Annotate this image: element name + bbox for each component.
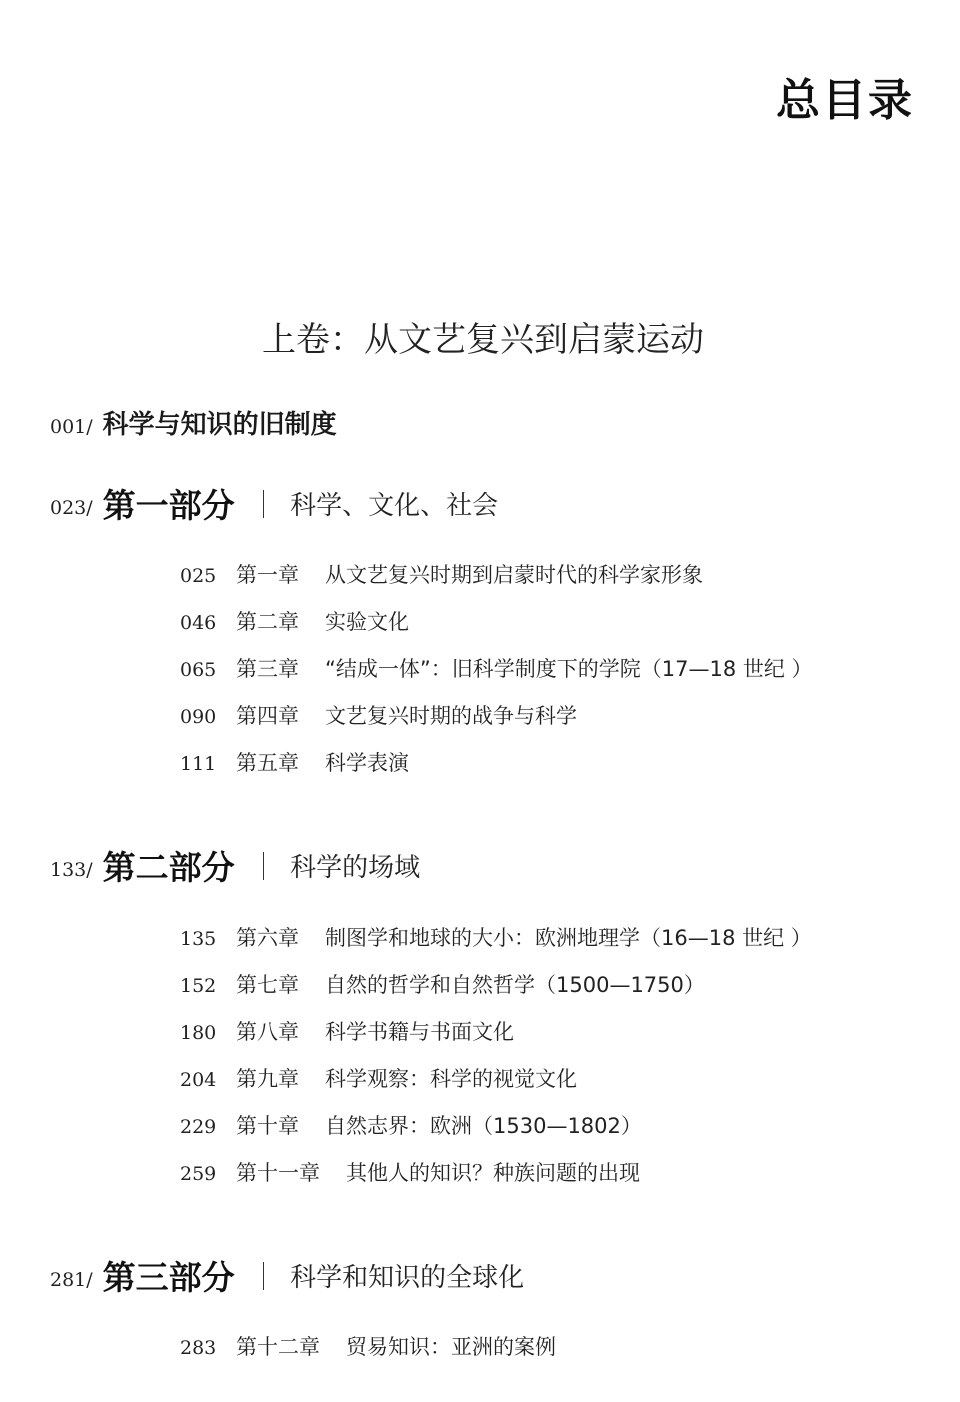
chapter-number: 第一章 [236,563,299,587]
chapter-number: 第三章 [236,657,299,681]
chapter-page-number: 135 [180,928,217,950]
chapter-entry[interactable] [180,606,813,653]
chapter-list-part-3 [180,1331,556,1378]
chapter-number: 第四章 [236,704,299,728]
part-page-number: 023/ [50,496,93,519]
chapter-entry[interactable] [180,747,813,794]
part-heading-2[interactable] [50,842,420,889]
part-page-number: 281/ [50,1268,93,1291]
part-label: 第三部分 [102,1258,235,1297]
chapter-title: 制图学和地球的大小：欧洲地理学（16—18 世纪 ） [325,926,812,950]
chapter-number: 第九章 [236,1067,299,1091]
chapter-entry[interactable] [180,653,813,700]
part-title: 科学和知识的全球化 [290,1263,525,1293]
chapter-number: 第七章 [236,973,299,997]
chapter-number: 第五章 [236,751,299,775]
chapter-page-number: 229 [180,1116,217,1138]
chapter-title: 实验文化 [325,610,409,634]
chapter-page-number: 283 [180,1337,217,1359]
chapter-entry[interactable] [180,1331,556,1378]
part-label: 第二部分 [102,848,235,887]
chapter-title: 科学表演 [325,751,409,775]
intro-entry[interactable] [50,404,337,441]
intro-page-number: 001/ [50,416,93,438]
chapter-number: 第十章 [236,1114,299,1138]
chapter-list-part-1 [180,559,813,794]
chapter-title: 贸易知识：亚洲的案例 [346,1335,556,1359]
chapter-number: 第十一章 [236,1161,320,1185]
chapter-title: “结成一体”：旧科学制度下的学院（17—18 世纪 ） [325,657,813,681]
chapter-page-number: 180 [180,1022,217,1044]
part-heading-3[interactable] [50,1252,524,1299]
part-label: 第一部分 [102,486,235,525]
part-separator [263,1262,265,1290]
main-title: 总目录 [776,75,914,126]
part-title: 科学、文化、社会 [290,491,499,521]
chapter-number: 第六章 [236,926,299,950]
chapter-number: 第二章 [236,610,299,634]
chapter-entry[interactable] [180,559,813,606]
chapter-title: 科学书籍与书面文化 [325,1020,514,1044]
chapter-title: 科学观察：科学的视觉文化 [325,1067,577,1091]
chapter-title: 自然的哲学和自然哲学（1500—1750） [325,973,705,997]
part-separator [263,852,265,880]
chapter-page-number: 025 [180,565,217,587]
chapter-entry[interactable] [180,1110,812,1157]
chapter-page-number: 046 [180,612,217,634]
chapter-title: 从文艺复兴时期到启蒙时代的科学家形象 [325,563,703,587]
chapter-entry[interactable] [180,1016,812,1063]
chapter-title: 文艺复兴时期的战争与科学 [325,704,577,728]
chapter-number: 第十二章 [236,1335,320,1359]
intro-title: 科学与知识的旧制度 [102,410,337,440]
chapter-entry[interactable] [180,1157,812,1204]
chapter-number: 第八章 [236,1020,299,1044]
chapter-entry[interactable] [180,1063,812,1110]
chapter-entry[interactable] [180,700,813,747]
part-title: 科学的场域 [290,853,421,883]
chapter-title: 其他人的知识？种族问题的出现 [346,1161,640,1185]
volume-title: 上卷：从文艺复兴到启蒙运动 [262,320,704,360]
chapter-page-number: 090 [180,706,217,728]
chapter-entry[interactable] [180,922,812,969]
part-separator [263,490,265,518]
chapter-page-number: 259 [180,1163,217,1185]
chapter-page-number: 065 [180,659,217,681]
chapter-list-part-2 [180,922,812,1204]
chapter-page-number: 152 [180,975,217,997]
chapter-title: 自然志界：欧洲（1530—1802） [325,1114,642,1138]
chapter-entry[interactable] [180,969,812,1016]
chapter-page-number: 204 [180,1069,217,1091]
part-page-number: 133/ [50,858,93,881]
chapter-page-number: 111 [180,753,217,775]
part-heading-1[interactable] [50,480,498,527]
